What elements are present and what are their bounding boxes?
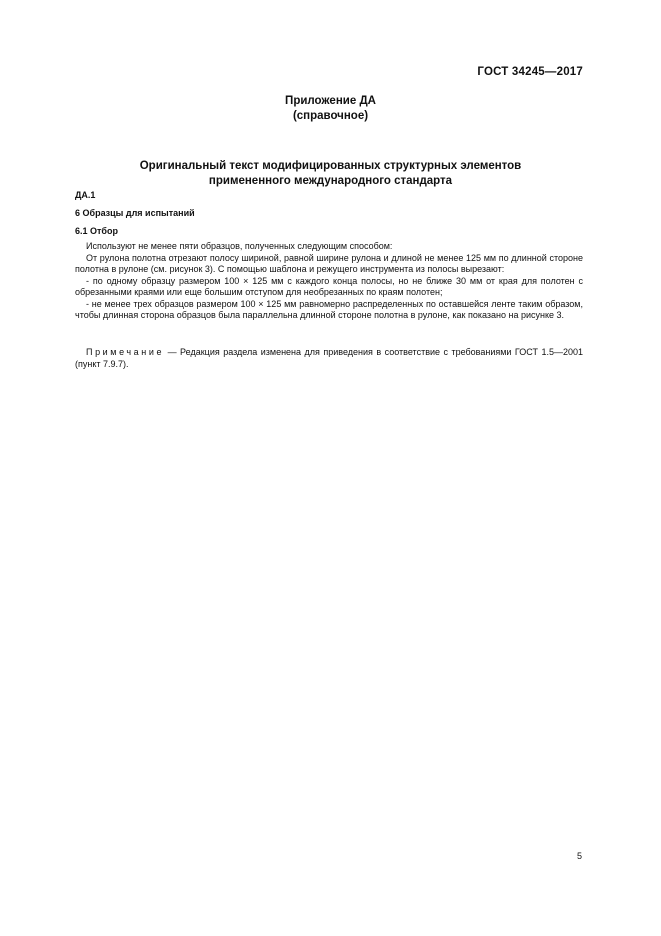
appendix-title: Приложение ДА (285, 95, 376, 107)
page-number: 5 (577, 851, 583, 861)
section-title (0, 159, 661, 189)
list-item: - по одному образцу размером 100 × 125 мм с каждого конца полосы, но не ближе 30 мм от края для полотен с обрезанными краями или еще большим отступом для необрезанных по краям полотен; (75, 275, 583, 297)
paragraph: От рулона полотна отрезают полосу шириной, равной ширине рулона и длиной не менее 125 мм по длинной стороне полотна в рулоне (см. рисунок 3). С помощью шаблона и режущего инструмента из полосы вырезают: (75, 252, 583, 274)
clause-da1-label: ДА.1 (75, 190, 96, 200)
section-title-line1: Оригинальный текст модифицированных структурных элементов (139, 160, 522, 172)
section-6-1-heading: 6.1 Отбор (75, 226, 118, 236)
list-item: - не менее трех образцов размером 100 × 125 мм равномерно распределенных по оставшейся ленте таким образом, чтобы длинная сторона образцов была параллельна длинной стороне полотна в рулоне, как показано на рисунке 3. (75, 298, 583, 320)
appendix-heading (0, 94, 661, 124)
paragraph: Используют не менее пяти образцов, полученных следующим способом: (86, 241, 393, 251)
note-label: Примечание (86, 347, 165, 357)
section-6-heading: 6 Образцы для испытаний (75, 208, 195, 218)
body-paragraphs (75, 241, 583, 322)
note-text: — Редакция раздела изменена для приведения в соответствие с требованиями ГОСТ 1.5—2001 (пункт 7.9.7). (75, 347, 583, 369)
standard-number: ГОСТ 34245—2017 (477, 66, 583, 78)
note-paragraph (75, 347, 583, 370)
appendix-subtitle: (справочное) (292, 110, 369, 122)
note-block (75, 347, 583, 370)
section-title-line2: примененного международного стандарта (208, 175, 453, 187)
